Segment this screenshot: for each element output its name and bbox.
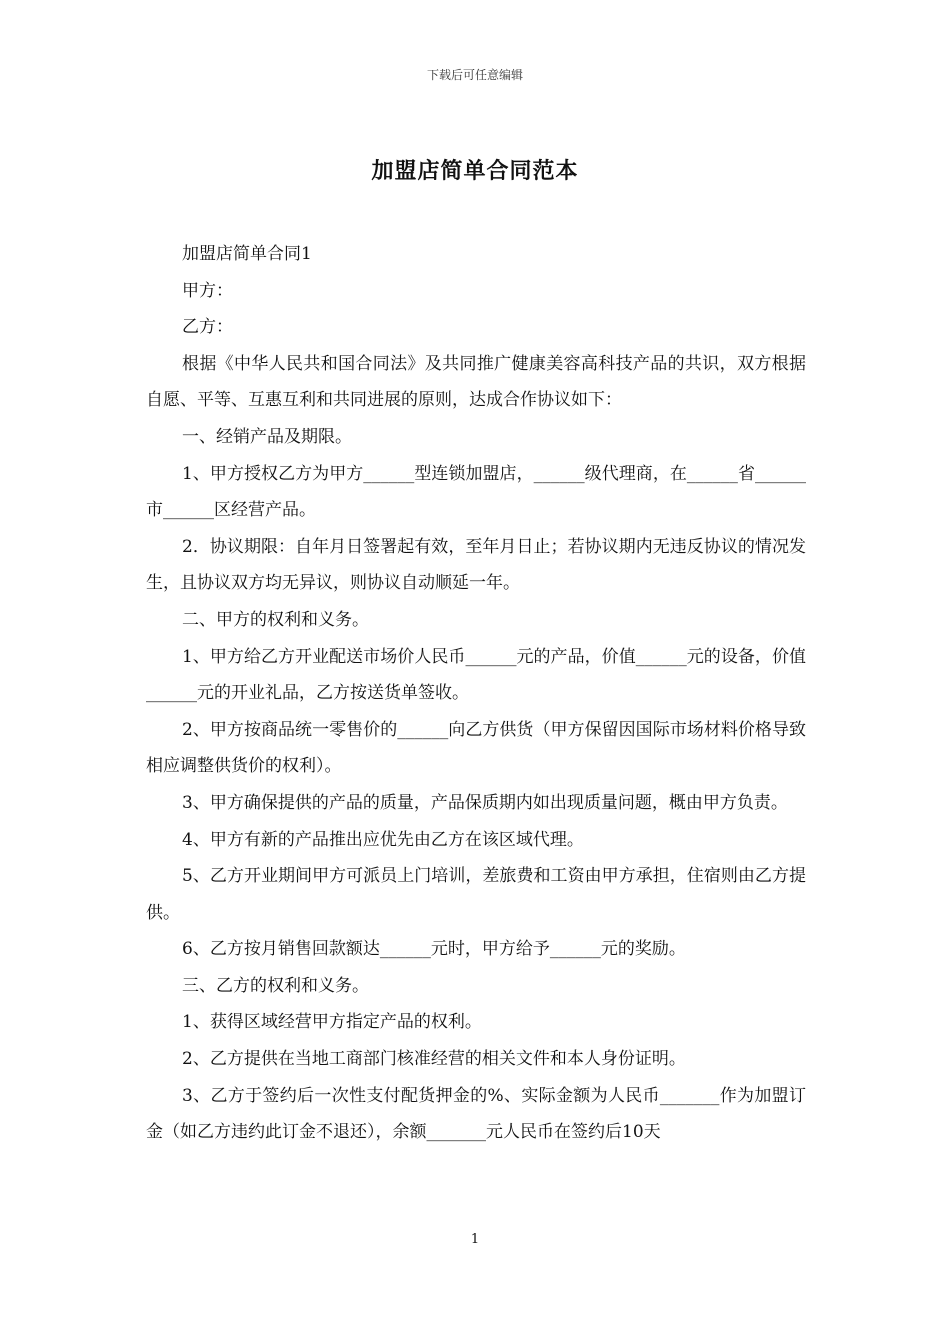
page-header: 下载后可任意编辑 bbox=[426, 68, 523, 82]
paragraph: 5、乙方开业期间甲方可派员上门培训，差旅费和工资由甲方承担，住宿则由乙方提供。 bbox=[146, 866, 806, 923]
paragraph: 甲方： bbox=[182, 280, 233, 301]
paragraph: 乙方： bbox=[182, 317, 233, 338]
paragraph: 加盟店简单合同1 bbox=[182, 244, 312, 264]
paragraph: 2、甲方按商品统一零售价的______向乙方供货（甲方保留因国际市场材料价格导致相应调整供货价的权利）。 bbox=[146, 719, 806, 777]
paragraph: 2．协议期限：自年月日签署起有效，至年月日止；若协议期内无违反协议的情况发生，且协议双方均无异议，则协议自动顺延一年。 bbox=[146, 536, 806, 594]
paragraph: 3、乙方于签约后一次性支付配货押金的%、实际金额为人民币_______作为加盟订金（如乙方违约此订金不退还），余额_______元人民币在签约后10天 bbox=[146, 1085, 806, 1143]
paragraph: 2、乙方提供在当地工商部门核准经营的相关文件和本人身份证明。 bbox=[182, 1049, 686, 1070]
paragraph: 1、甲方给乙方开业配送市场价人民币______元的产品，价值______元的设备，价值______元的开业礼品，乙方按送货单签收。 bbox=[146, 646, 806, 704]
document-body bbox=[146, 236, 806, 1151]
section-heading: 三、乙方的权利和义务。 bbox=[182, 975, 369, 996]
paragraph: 4、甲方有新的产品推出应优先由乙方在该区域代理。 bbox=[182, 829, 584, 850]
paragraph: 6、乙方按月销售回款额达______元时，甲方给予______元的奖励。 bbox=[182, 939, 686, 960]
paragraph: 根据《中华人民共和国合同法》及共同推广健康美容高科技产品的共识，双方根据自愿、平等、互惠互利和共同进展的原则，达成合作协议如下： bbox=[146, 353, 806, 411]
page-number: 1 bbox=[470, 1232, 480, 1247]
section-heading: 一、经销产品及期限。 bbox=[182, 426, 352, 447]
paragraph: 1、获得区域经营甲方指定产品的权利。 bbox=[182, 1012, 482, 1033]
paragraph: 1、甲方授权乙方为甲方______型连锁加盟店，______级代理商，在______省______市______区经营产品。 bbox=[146, 463, 806, 521]
section-heading: 二、甲方的权利和义务。 bbox=[182, 609, 369, 630]
paragraph: 3、甲方确保提供的产品的质量，产品保质期内如出现质量问题，概由甲方负责。 bbox=[182, 792, 788, 813]
document-title: 加盟店简单合同范本 bbox=[371, 158, 579, 184]
